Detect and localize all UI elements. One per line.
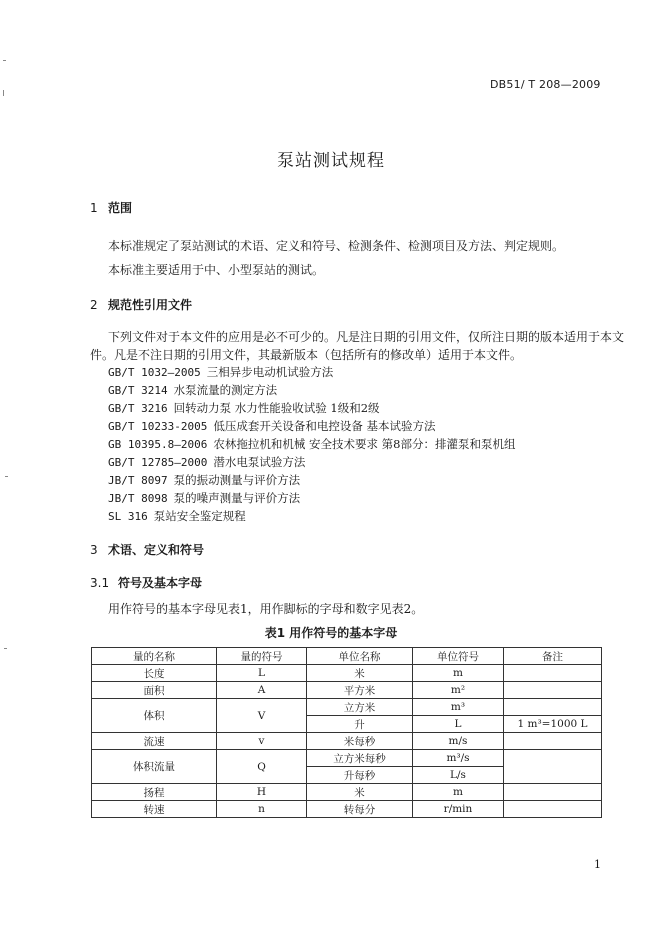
reference-title: 潜水电泵试验方法 bbox=[213, 455, 306, 469]
table-row bbox=[92, 784, 602, 801]
page-title: 泵站测试规程 bbox=[277, 151, 385, 171]
section-title: 符号及基本字母 bbox=[118, 576, 203, 590]
table-cell: V bbox=[217, 699, 307, 733]
section-number: 3 bbox=[90, 543, 98, 557]
table-cell: 立方米 bbox=[307, 699, 413, 716]
table-cell: m/s bbox=[413, 733, 504, 750]
table-row bbox=[92, 801, 602, 818]
paragraph: 本标准主要适用于中、小型泵站的测试。 bbox=[108, 263, 325, 277]
reference-title: 农林拖拉机和机械 安全技术要求 第8部分：排灌泵和泵机组 bbox=[213, 437, 516, 451]
table-cell: n bbox=[217, 801, 307, 818]
table-cell: L bbox=[413, 716, 504, 733]
table-cell bbox=[504, 699, 602, 716]
reference-code: SL 316 bbox=[108, 510, 148, 523]
table-cell: m² bbox=[413, 682, 504, 699]
table-cell: 米每秒 bbox=[307, 733, 413, 750]
table-row bbox=[92, 665, 602, 682]
table-cell bbox=[504, 665, 602, 682]
table-cell: m³/s bbox=[413, 750, 504, 767]
table-cell bbox=[504, 733, 602, 750]
header-cell: 单位符号 bbox=[413, 648, 504, 665]
reference-title: 低压成套开关设备和电控设备 基本试验方法 bbox=[213, 419, 436, 433]
table-cell: 流速 bbox=[92, 733, 217, 750]
table-cell: m bbox=[413, 784, 504, 801]
header-cell: 单位名称 bbox=[307, 648, 413, 665]
reference-item bbox=[108, 382, 277, 398]
section-3-1-heading bbox=[90, 574, 202, 591]
section-title: 术语、定义和符号 bbox=[108, 543, 205, 557]
header-cell: 量的名称 bbox=[92, 648, 217, 665]
table-cell: 立方米每秒 bbox=[307, 750, 413, 767]
document-code: DB51/ T 208—2009 bbox=[490, 78, 601, 91]
table-cell bbox=[504, 750, 602, 784]
table-row bbox=[92, 699, 602, 716]
table-cell: 升 bbox=[307, 716, 413, 733]
section-title: 规范性引用文件 bbox=[108, 298, 193, 312]
section-number: 1 bbox=[90, 201, 98, 215]
table-cell bbox=[504, 801, 602, 818]
reference-title: 泵站安全鉴定规程 bbox=[153, 509, 246, 523]
table-cell: 米 bbox=[307, 665, 413, 682]
reference-code: GB/T 1032—2005 bbox=[108, 366, 201, 379]
reference-code: GB/T 12785—2000 bbox=[108, 456, 208, 469]
reference-item bbox=[108, 472, 300, 488]
table-cell: 转速 bbox=[92, 801, 217, 818]
reference-item bbox=[108, 490, 300, 506]
paragraph: 用作符号的基本字母见表1，用作脚标的字母和数字见表2。 bbox=[108, 602, 424, 616]
section-1-heading bbox=[90, 199, 132, 216]
table-cell: A bbox=[217, 682, 307, 699]
section-number: 2 bbox=[90, 298, 98, 312]
table-cell: 转每分 bbox=[307, 801, 413, 818]
reference-item bbox=[108, 400, 380, 416]
table-cell: 平方米 bbox=[307, 682, 413, 699]
reference-item bbox=[108, 418, 436, 434]
table-row bbox=[92, 733, 602, 750]
reference-item bbox=[108, 436, 515, 452]
table-cell: H bbox=[217, 784, 307, 801]
table-cell: m³ bbox=[413, 699, 504, 716]
table-cell: 米 bbox=[307, 784, 413, 801]
table-cell: 1 m³=1000 L bbox=[504, 716, 602, 733]
reference-code: GB/T 3216 bbox=[108, 402, 168, 415]
table-cell: Q bbox=[217, 750, 307, 784]
scan-margin-mark bbox=[3, 60, 6, 61]
table-header-row bbox=[92, 648, 602, 665]
table-cell: 升每秒 bbox=[307, 767, 413, 784]
section-2-heading bbox=[90, 296, 192, 313]
section-number: 3.1 bbox=[90, 576, 110, 590]
scan-margin-mark bbox=[5, 476, 8, 477]
reference-code: JB/T 8097 bbox=[108, 474, 168, 487]
reference-title: 三相异步电动机试验方法 bbox=[206, 365, 334, 379]
reference-title: 泵的振动测量与评价方法 bbox=[173, 473, 301, 487]
reference-code: GB 10395.8—2006 bbox=[108, 438, 208, 451]
header-cell: 备注 bbox=[504, 648, 602, 665]
table-cell bbox=[504, 682, 602, 699]
table-row bbox=[92, 682, 602, 699]
table-cell: L/s bbox=[413, 767, 504, 784]
reference-item bbox=[108, 364, 333, 380]
reference-item bbox=[108, 454, 305, 470]
table-cell: 体积 bbox=[92, 699, 217, 733]
table-caption: 表1 用作符号的基本字母 bbox=[264, 626, 398, 640]
reference-code: GB/T 3214 bbox=[108, 384, 168, 397]
table-cell: m bbox=[413, 665, 504, 682]
reference-title: 泵的噪声测量与评价方法 bbox=[173, 491, 301, 505]
paragraph: 下列文件对于本文件的应用是必不可少的。凡是注日期的引用文件，仅所注日期的版本适用于本文 bbox=[108, 330, 625, 344]
reference-item bbox=[108, 508, 246, 524]
table-row bbox=[92, 750, 602, 767]
table-cell: 长度 bbox=[92, 665, 217, 682]
section-title: 范围 bbox=[108, 201, 133, 215]
table-cell: 体积流量 bbox=[92, 750, 217, 784]
scan-margin-mark bbox=[4, 648, 7, 649]
section-3-heading bbox=[90, 541, 204, 558]
paragraph: 本标准规定了泵站测试的术语、定义和符号、检测条件、检测项目及方法、判定规则。 bbox=[108, 239, 565, 253]
reference-title: 水泵流量的测定方法 bbox=[173, 383, 278, 397]
table-cell: 面积 bbox=[92, 682, 217, 699]
reference-title: 回转动力泵 水力性能验收试验 1级和2级 bbox=[173, 401, 380, 415]
symbol-table bbox=[91, 647, 602, 818]
table-cell: L bbox=[217, 665, 307, 682]
page-number: 1 bbox=[594, 858, 601, 871]
reference-code: GB/T 10233-2005 bbox=[108, 420, 208, 433]
scan-margin-mark bbox=[3, 90, 4, 96]
table-cell bbox=[504, 784, 602, 801]
reference-code: JB/T 8098 bbox=[108, 492, 168, 505]
header-cell: 量的符号 bbox=[217, 648, 307, 665]
table-cell: v bbox=[217, 733, 307, 750]
table-cell: 扬程 bbox=[92, 784, 217, 801]
table-cell: r/min bbox=[413, 801, 504, 818]
paragraph: 件。凡是不注日期的引用文件，其最新版本（包括所有的修改单）适用于本文件。 bbox=[90, 348, 523, 362]
